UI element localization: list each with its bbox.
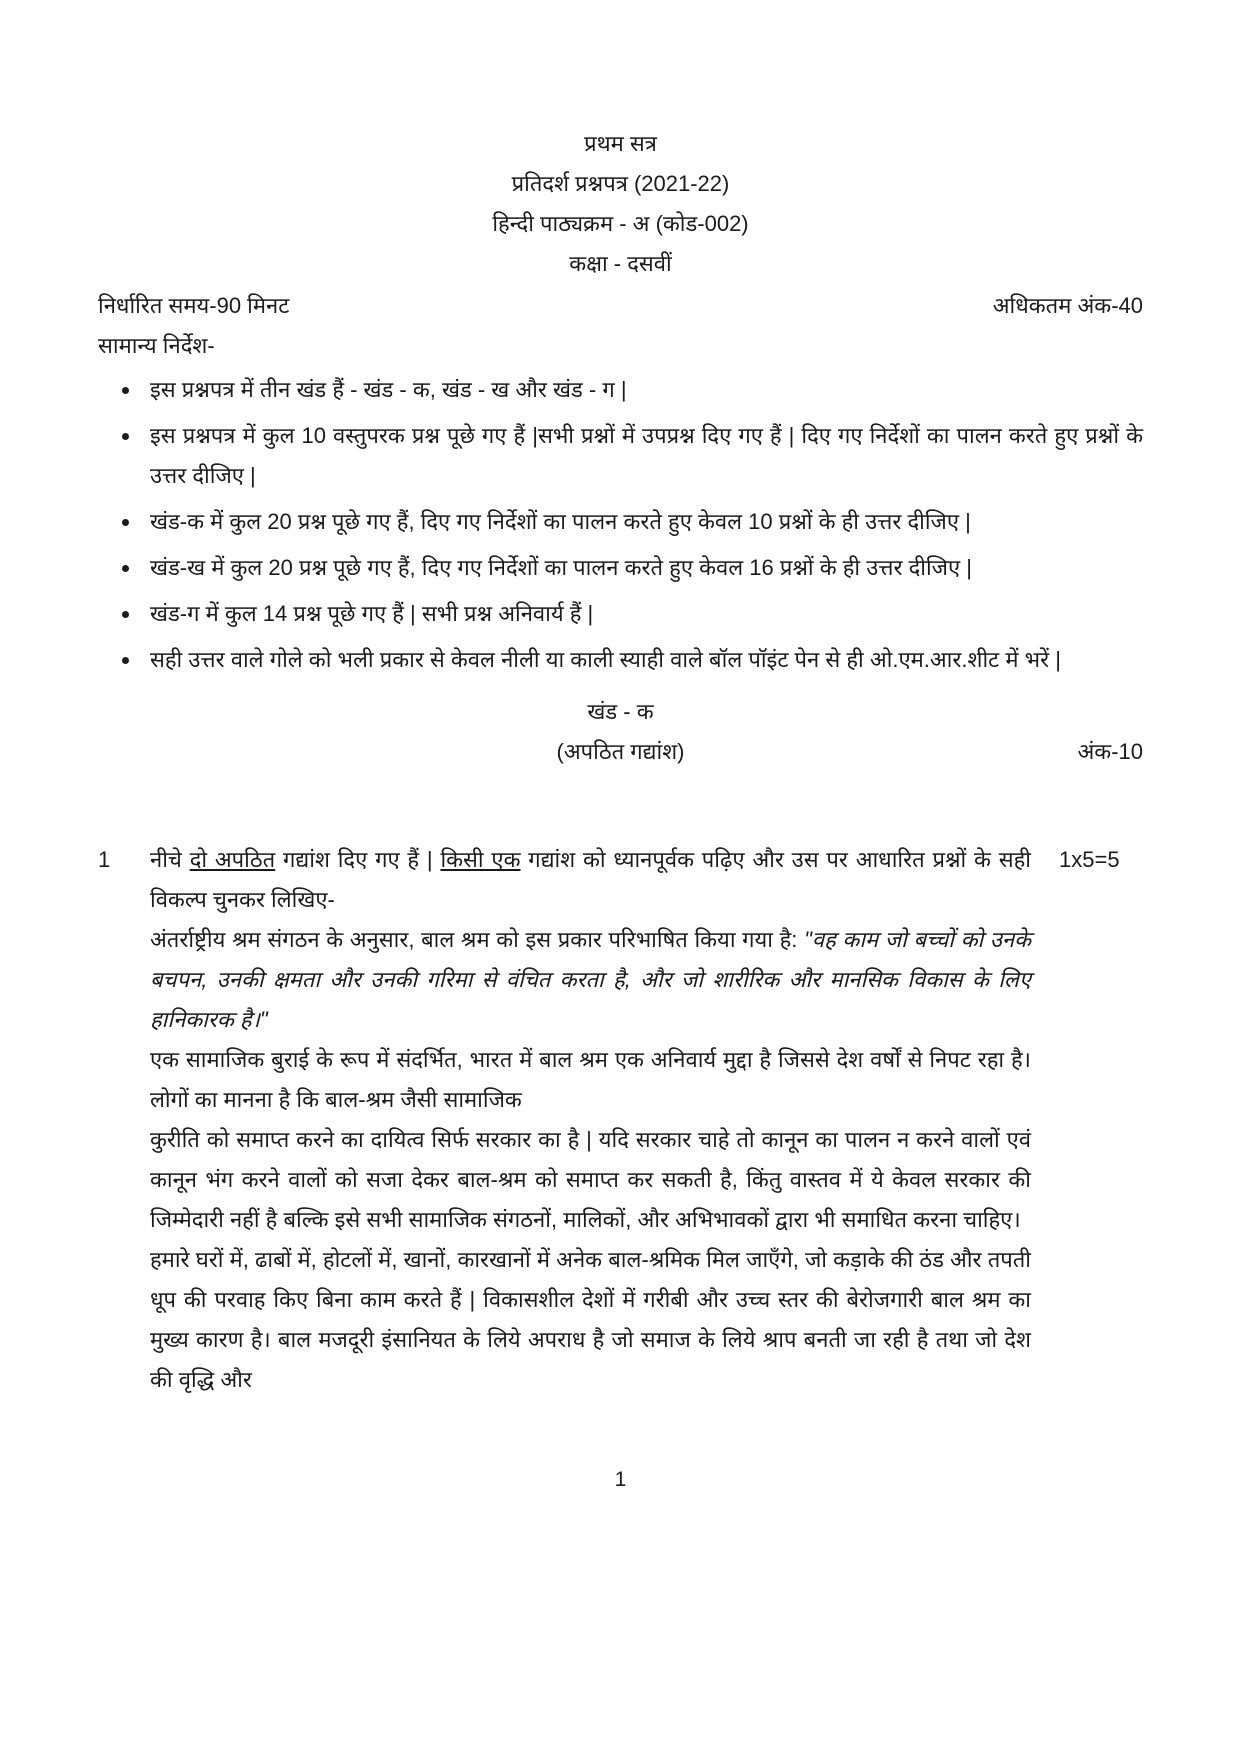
header-class: कक्षा - दसवीं xyxy=(569,251,672,276)
page-number: 1 xyxy=(614,1468,627,1491)
general-instructions-title: सामान्य निर्देश- xyxy=(98,333,215,358)
question-1-intro xyxy=(150,840,1031,920)
instruction-item-3: • खंड-क में कुल 20 प्रश्न पूछे गए हैं, दिए गए निर्देशों का पालन करते हुए केवल 10 प्रश्नों के ही उत्तर दीजिए | xyxy=(142,502,1143,542)
passage-paragraph-1 xyxy=(150,920,1031,1040)
question-1-number: 1 xyxy=(98,847,111,872)
section-a-marks: अंक-10 xyxy=(1077,739,1143,764)
passage-paragraph-4: हमारे घरों में, ढाबों में, होटलों में, खानों, कारखानों में अनेक बाल-श्रमिक मिल जाएँगे, जो कड़ाके की ठंड और तपती धूप की परवाह किए बिना काम करते हैं | विकासशील देशों में गरीबी और उच्च स्तर की बेरोजगारी बाल श्रम का मुख्य कारण है। बाल मजदूरी इंसानियत के लिये अपराध है जो समाज के लिये श्राप बनती जा रही है तथा जो देश की वृद्धि और xyxy=(150,1247,1031,1392)
general-instructions-list xyxy=(98,370,1143,680)
passage-paragraph-2: एक सामाजिक बुराई के रूप में संदर्भित, भारत में बाल श्रम एक अनिवार्य मुद्दा है जिससे देश वर्षों से निपट रहा है। लोगों का मानना है कि बाल-श्रम जैसी सामाजिक xyxy=(150,1047,1031,1112)
time-allowed-label: निर्धारित समय-90 मिनट xyxy=(98,293,290,318)
section-a-subtitle: (अपठित गद्यांश) xyxy=(556,739,685,764)
intro-underline-2: किसी एक xyxy=(440,847,521,872)
intro-text-2: गद्यांश दिए गए हैं | xyxy=(275,847,441,872)
section-a-title: खंड - क xyxy=(587,699,654,724)
intro-underline-1: दो अपठित xyxy=(189,847,276,872)
header-session: प्रथम सत्र xyxy=(584,131,657,156)
passage-definition-quote: "वह काम जो बच्चों को उनके बचपन, उनकी क्षमता और उनकी गरिमा से वंचित करता है, और जो शारीरिक और मानसिक विकास के लिए हानिकारक है।" xyxy=(150,927,1031,1032)
header-subject: हिन्दी पाठ्यक्रम - अ (कोड-002) xyxy=(492,211,749,236)
paper-header xyxy=(98,124,1143,284)
header-paper-title: प्रतिदर्श प्रश्नपत्र (2021-22) xyxy=(511,171,730,196)
instruction-item-6: • सही उत्तर वाले गोले को भली प्रकार से केवल नीली या काली स्याही वाले बॉल पॉइंट पेन से ही ओ.एम.आर.शीट में भरें | xyxy=(142,640,1143,680)
question-1 xyxy=(98,840,1143,1400)
instruction-item-4: • खंड-ख में कुल 20 प्रश्न पूछे गए हैं, दिए गए निर्देशों का पालन करते हुए केवल 16 प्रश्नों के ही उत्तर दीजिए | xyxy=(142,548,1143,588)
question-1-body xyxy=(150,840,1031,1400)
intro-text-1: नीचे xyxy=(150,847,190,872)
passage-paragraph-3: कुरीति को समाप्त करने का दायित्व सिर्फ सरकार का है | यदि सरकार चाहे तो कानून का पालन न करने वालों एवं कानून भंग करने वालों को सजा देकर बाल-श्रम को समाप्त कर सकती है, किंतु वास्तव में ये केवल सरकार की जिम्मेदारी नहीं है बल्कि इसे सभी सामाजिक संगठनों, मालिकों, और अभिभावकों द्वारा भी समाधित करना चाहिए। xyxy=(150,1127,1031,1232)
instruction-item-5: • खंड-ग में कुल 14 प्रश्न पूछे गए हैं | सभी प्रश्न अनिवार्य हैं | xyxy=(142,594,1143,634)
passage-definition-lead: अंतर्राष्ट्रीय श्रम संगठन के अनुसार, बाल श्रम को इस प्रकार परिभाषित किया गया है: xyxy=(150,927,805,952)
max-marks-label: अधिकतम अंक-40 xyxy=(992,293,1143,318)
question-1-marks: 1x5=5 xyxy=(1059,847,1120,872)
section-a-subtitle-row xyxy=(98,732,1143,772)
instruction-item-1: • इस प्रश्नपत्र में तीन खंड हैं - खंड - क, खंड - ख और खंड - ग | xyxy=(142,370,1143,410)
intro-text-3: गद्यांश को ध्यानपूर्वक पढ़िए और उस पर आधारित प्रश्नों के सही विकल्प चुनकर लिखिए- xyxy=(150,847,1031,912)
instruction-item-2: • इस प्रश्नपत्र में कुल 10 वस्तुपरक प्रश्न पूछे गए हैं |सभी प्रश्नों में उपप्रश्न दिए गए हैं | दिए गए निर्देशों का पालन करते हुए प्रश्नों के उत्तर दीजिए | xyxy=(142,416,1143,496)
time-marks-row xyxy=(98,286,1143,326)
